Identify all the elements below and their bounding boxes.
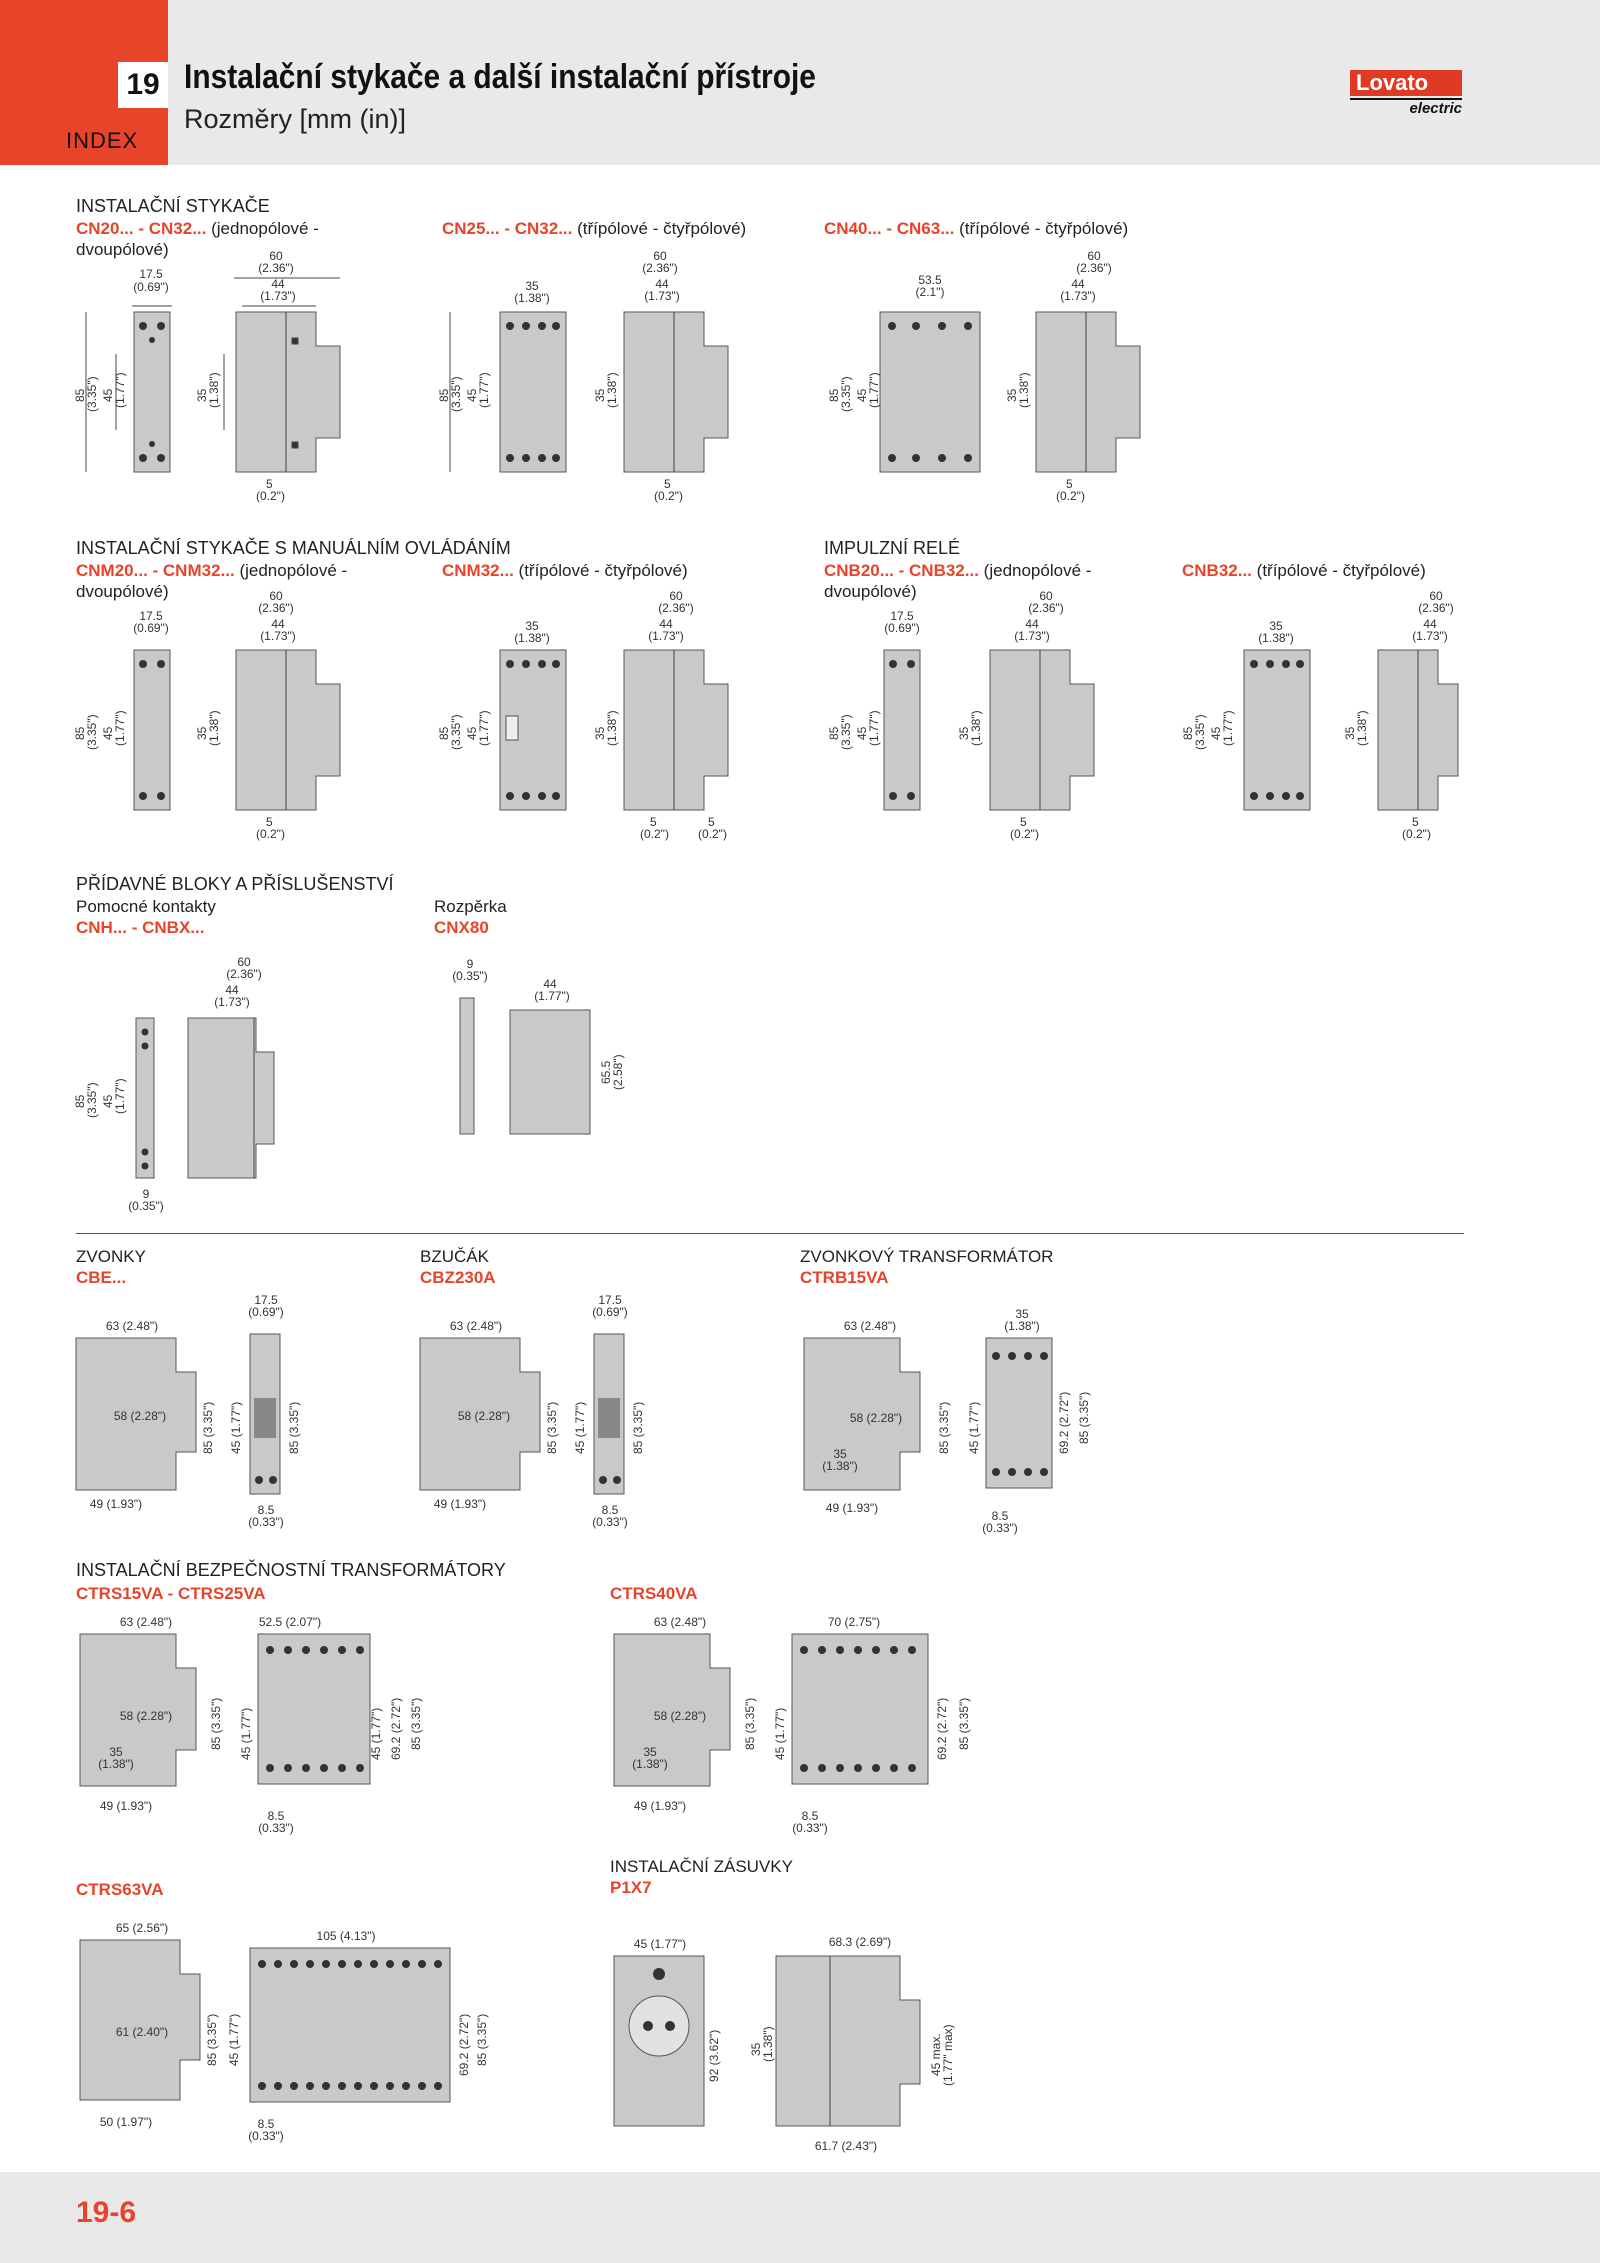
svg-text:85: 85: [73, 1094, 87, 1108]
product-code-ctrs15: CTRS15VA - CTRS25VA: [76, 1584, 266, 1603]
svg-text:35: 35: [749, 2042, 763, 2056]
svg-text:(0.2"): (0.2"): [698, 827, 727, 841]
figure-cnb32: [1181, 589, 1484, 846]
svg-text:(1.73"): (1.73"): [260, 289, 296, 303]
product-desc: (jednopólové -: [239, 561, 348, 580]
svg-text:35: 35: [195, 726, 209, 740]
svg-text:85 (3.35"): 85 (3.35"): [957, 1697, 971, 1750]
section-title-contactors: INSTALAČNÍ STYKAČE: [76, 196, 270, 216]
svg-text:(1.38"): (1.38"): [98, 1757, 134, 1771]
svg-text:44: 44: [1423, 617, 1437, 631]
svg-text:(1.77"): (1.77"): [867, 710, 881, 746]
svg-text:35: 35: [1015, 1307, 1029, 1321]
svg-text:(1.38"): (1.38"): [605, 372, 619, 408]
product-code: P1X7: [610, 1878, 652, 1897]
svg-text:69.2 (2.72"): 69.2 (2.72"): [389, 1697, 403, 1760]
svg-text:(1.38"): (1.38"): [514, 631, 550, 645]
svg-text:(0.2"): (0.2"): [256, 489, 285, 503]
svg-text:35: 35: [195, 388, 209, 402]
caption-cnm32: [442, 560, 688, 581]
svg-text:92 (3.62"): 92 (3.62"): [707, 2029, 721, 2082]
svg-text:(1.38"): (1.38"): [605, 710, 619, 746]
product-code: CNH... - CNBX...: [76, 918, 205, 937]
svg-text:9: 9: [466, 957, 474, 971]
svg-text:60: 60: [269, 589, 283, 603]
figure-ctrs15: [76, 1610, 496, 1850]
svg-text:(1.77"): (1.77"): [1221, 710, 1235, 746]
svg-text:63 (2.48"): 63 (2.48"): [843, 1319, 897, 1333]
figure-cn25: [437, 249, 760, 512]
svg-text:5: 5: [650, 815, 657, 829]
product-code: CN20... - CN32...: [76, 219, 207, 238]
figure-cnm32: [437, 589, 760, 846]
svg-text:45 max.: 45 max.: [929, 2033, 943, 2076]
svg-text:(3.35"): (3.35"): [1193, 714, 1207, 750]
svg-text:58 (2.28"): 58 (2.28"): [653, 1709, 707, 1723]
product-code: CBZ230A: [420, 1268, 496, 1287]
svg-text:(2.36"): (2.36"): [1076, 261, 1112, 275]
svg-text:85 (3.35"): 85 (3.35"): [545, 1401, 559, 1454]
svg-text:5: 5: [266, 815, 273, 829]
svg-text:8.5: 8.5: [991, 1509, 1009, 1523]
product-code: CN40... - CN63...: [824, 219, 955, 238]
svg-text:45 (1.77"): 45 (1.77"): [229, 1401, 243, 1454]
svg-text:44: 44: [543, 977, 557, 991]
svg-text:(0.35"): (0.35"): [128, 1199, 164, 1213]
svg-text:45: 45: [465, 388, 479, 402]
svg-text:85 (3.35"): 85 (3.35"): [937, 1401, 951, 1454]
svg-text:35: 35: [1005, 388, 1019, 402]
svg-text:(2.58"): (2.58"): [611, 1054, 625, 1090]
svg-text:85 (3.35"): 85 (3.35"): [743, 1697, 757, 1750]
product-code: CNB32...: [1182, 561, 1252, 580]
svg-text:45 (1.77"): 45 (1.77"): [967, 1401, 981, 1454]
svg-text:17.5: 17.5: [598, 1293, 622, 1307]
svg-text:35: 35: [1269, 619, 1283, 633]
caption-cbe: [76, 1246, 146, 1288]
svg-text:(1.77"): (1.77"): [113, 1078, 127, 1114]
svg-text:(1.73"): (1.73"): [1412, 629, 1448, 643]
svg-text:(0.2"): (0.2"): [256, 827, 285, 841]
svg-text:85: 85: [73, 388, 87, 402]
svg-text:44: 44: [271, 617, 285, 631]
svg-text:(1.77"): (1.77"): [534, 989, 570, 1003]
section-title-accessories: PŘÍDAVNÉ BLOKY A PŘÍSLUŠENSTVÍ: [76, 874, 394, 894]
svg-text:5: 5: [1066, 477, 1073, 491]
svg-text:60: 60: [1087, 249, 1101, 263]
product-desc-2: dvoupólové): [76, 240, 169, 259]
svg-text:(0.69"): (0.69"): [248, 1305, 284, 1319]
svg-text:(2.1"): (2.1"): [915, 285, 945, 299]
svg-text:(1.73"): (1.73"): [214, 995, 250, 1009]
svg-text:65.5: 65.5: [599, 1060, 613, 1084]
figure-cn40: [827, 249, 1160, 512]
product-desc: (třípólové - čtyřpólové): [518, 561, 688, 580]
svg-text:45: 45: [101, 388, 115, 402]
caption-cnb20: [824, 560, 1144, 602]
svg-text:(1.73"): (1.73"): [644, 289, 680, 303]
svg-text:60: 60: [1429, 589, 1443, 603]
svg-text:(2.36"): (2.36"): [1418, 601, 1454, 615]
svg-text:(3.35"): (3.35"): [449, 714, 463, 750]
figure-cbe: [76, 1294, 326, 1544]
svg-text:(3.35"): (3.35"): [85, 376, 99, 412]
svg-text:63 (2.48"): 63 (2.48"): [119, 1615, 173, 1629]
caption-cbz: [420, 1246, 496, 1288]
svg-text:49 (1.93"): 49 (1.93"): [89, 1497, 143, 1511]
svg-text:(2.36"): (2.36"): [1028, 601, 1064, 615]
svg-text:(0.2"): (0.2"): [1010, 827, 1039, 841]
svg-text:(0.69"): (0.69"): [133, 621, 169, 635]
svg-text:85 (3.35"): 85 (3.35"): [409, 1697, 423, 1750]
svg-text:(1.77"): (1.77"): [113, 372, 127, 408]
product-code: CNM32...: [442, 561, 514, 580]
svg-text:(3.35"): (3.35"): [839, 376, 853, 412]
logo-sub-text: electric: [1350, 98, 1462, 117]
page-number: 19-6: [76, 2196, 137, 2229]
svg-text:(2.36"): (2.36"): [642, 261, 678, 275]
svg-text:49 (1.93"): 49 (1.93"): [825, 1501, 879, 1515]
svg-text:(0.35"): (0.35"): [452, 969, 488, 983]
caption-cnb32: [1182, 560, 1426, 581]
svg-text:35: 35: [525, 279, 539, 293]
svg-text:65 (2.56"): 65 (2.56"): [115, 1921, 169, 1935]
section-title: ZVONKOVÝ TRANSFORMÁTOR: [800, 1247, 1054, 1266]
svg-text:63 (2.48"): 63 (2.48"): [105, 1319, 159, 1333]
svg-text:(0.33"): (0.33"): [248, 1515, 284, 1529]
svg-text:85 (3.35"): 85 (3.35"): [631, 1401, 645, 1454]
svg-text:(0.2"): (0.2"): [640, 827, 669, 841]
svg-text:44: 44: [1071, 277, 1085, 291]
svg-text:52.5 (2.07"): 52.5 (2.07"): [258, 1615, 322, 1629]
svg-text:(1.38"): (1.38"): [1017, 372, 1031, 408]
section-title-transformers: INSTALAČNÍ BEZPEČNOSTNÍ TRANSFORMÁTORY: [76, 1560, 506, 1580]
figure-p1x7: [610, 1916, 1030, 2166]
svg-text:60: 60: [269, 249, 283, 263]
figure-ctrb: [800, 1294, 1120, 1554]
svg-text:(1.38"): (1.38"): [822, 1459, 858, 1473]
svg-text:(0.33"): (0.33"): [592, 1515, 628, 1529]
section-divider: [76, 1233, 1464, 1234]
svg-text:(0.33"): (0.33"): [792, 1821, 828, 1835]
svg-text:60: 60: [1039, 589, 1053, 603]
svg-text:8.5: 8.5: [257, 2117, 275, 2131]
svg-text:35: 35: [525, 619, 539, 633]
svg-text:(1.38"): (1.38"): [761, 2026, 775, 2062]
svg-text:69.2 (2.72"): 69.2 (2.72"): [1057, 1391, 1071, 1454]
svg-text:8.5: 8.5: [801, 1809, 819, 1823]
svg-text:85 (3.35"): 85 (3.35"): [201, 1401, 215, 1454]
svg-text:85: 85: [827, 388, 841, 402]
svg-text:35: 35: [833, 1447, 847, 1461]
caption-cn20: [76, 218, 376, 260]
svg-text:(1.73"): (1.73"): [648, 629, 684, 643]
svg-text:5: 5: [664, 477, 671, 491]
page-subtitle: Rozměry [mm (in)]: [184, 104, 406, 134]
figure-cnx80: [440, 954, 660, 1144]
svg-text:45: 45: [465, 726, 479, 740]
svg-text:50 (1.97"): 50 (1.97"): [99, 2115, 153, 2129]
svg-text:8.5: 8.5: [267, 1809, 285, 1823]
section-title: INSTALAČNÍ ZÁSUVKY: [610, 1857, 793, 1876]
svg-text:(1.38"): (1.38"): [1004, 1319, 1040, 1333]
svg-text:5: 5: [1412, 815, 1419, 829]
svg-text:35: 35: [109, 1745, 123, 1759]
svg-text:60: 60: [653, 249, 667, 263]
svg-text:44: 44: [271, 277, 285, 291]
svg-text:(1.77"): (1.77"): [477, 710, 491, 746]
caption-cnm20: [76, 560, 396, 602]
product-desc: (třípólové - čtyřpólové): [1256, 561, 1426, 580]
product-code: CNM20... - CNM32...: [76, 561, 235, 580]
svg-text:(0.33"): (0.33"): [248, 2129, 284, 2143]
svg-text:(1.73"): (1.73"): [260, 629, 296, 643]
svg-text:85: 85: [437, 388, 451, 402]
svg-text:(1.77" max): (1.77" max): [941, 2024, 955, 2086]
svg-text:45: 45: [101, 1094, 115, 1108]
svg-text:85 (3.35"): 85 (3.35"): [209, 1697, 223, 1750]
svg-text:(1.77"): (1.77"): [477, 372, 491, 408]
svg-text:(2.36"): (2.36"): [226, 967, 262, 981]
svg-text:85 (3.35"): 85 (3.35"): [287, 1401, 301, 1454]
svg-text:(2.36"): (2.36"): [258, 601, 294, 615]
logo-brand-text: Lovato: [1350, 70, 1462, 96]
chapter-number: 19: [118, 62, 168, 108]
caption-cn40: [824, 218, 1128, 239]
svg-text:9: 9: [142, 1187, 150, 1201]
svg-text:(0.2"): (0.2"): [654, 489, 683, 503]
svg-text:(0.2"): (0.2"): [1056, 489, 1085, 503]
svg-text:17.5: 17.5: [139, 609, 163, 623]
svg-text:(3.35"): (3.35"): [85, 714, 99, 750]
figure-ctrs63: [76, 1916, 556, 2156]
caption-cnh: [76, 896, 216, 938]
section-title: BZUČÁK: [420, 1247, 489, 1266]
figure-ctrs40: [610, 1610, 1030, 1850]
svg-text:45 (1.77"): 45 (1.77"): [239, 1707, 253, 1760]
section-title-impulse: IMPULZNÍ RELÉ: [824, 538, 961, 558]
svg-text:60: 60: [669, 589, 683, 603]
svg-text:49 (1.93"): 49 (1.93"): [99, 1799, 153, 1813]
product-desc: (jednopólové -: [211, 219, 319, 238]
product-desc: (třípólové - čtyřpólové): [959, 219, 1129, 238]
svg-text:85 (3.35"): 85 (3.35"): [475, 2013, 489, 2066]
svg-text:(1.38"): (1.38"): [969, 710, 983, 746]
svg-text:85: 85: [73, 726, 87, 740]
svg-text:(0.2"): (0.2"): [1402, 827, 1431, 841]
svg-text:(1.38"): (1.38"): [632, 1757, 668, 1771]
svg-text:63 (2.48"): 63 (2.48"): [449, 1319, 503, 1333]
svg-text:8.5: 8.5: [257, 1503, 275, 1517]
svg-text:5: 5: [266, 477, 273, 491]
brand-logo: [1350, 70, 1462, 117]
page-title: Instalační stykače a další instalační přístroje: [184, 58, 816, 96]
svg-text:(3.35"): (3.35"): [839, 714, 853, 750]
svg-text:(1.38"): (1.38"): [1258, 631, 1294, 645]
svg-text:49 (1.93"): 49 (1.93"): [433, 1497, 487, 1511]
svg-text:8.5: 8.5: [601, 1503, 619, 1517]
product-code: CNX80: [434, 918, 489, 937]
svg-text:(1.73"): (1.73"): [1014, 629, 1050, 643]
caption-cnx80: [434, 896, 507, 938]
svg-text:(1.77"): (1.77"): [113, 710, 127, 746]
svg-text:58 (2.28"): 58 (2.28"): [113, 1409, 167, 1423]
svg-text:60: 60: [237, 955, 251, 969]
svg-text:58 (2.28"): 58 (2.28"): [849, 1411, 903, 1425]
svg-text:(1.73"): (1.73"): [1060, 289, 1096, 303]
svg-text:49 (1.93"): 49 (1.93"): [633, 1799, 687, 1813]
figure-cbz: [420, 1294, 670, 1544]
svg-text:85 (3.35"): 85 (3.35"): [1077, 1391, 1091, 1444]
svg-text:35: 35: [593, 388, 607, 402]
svg-text:85: 85: [1181, 726, 1195, 740]
svg-text:35: 35: [643, 1745, 657, 1759]
subsection-title: Rozpěrka: [434, 897, 507, 916]
svg-text:44: 44: [655, 277, 669, 291]
svg-text:45 (1.77"): 45 (1.77"): [227, 2013, 241, 2066]
figure-cnh: [73, 954, 316, 1224]
svg-text:35: 35: [957, 726, 971, 740]
footer-band: [0, 2172, 1600, 2263]
product-code: CN25... - CN32...: [442, 219, 573, 238]
svg-text:85 (3.35"): 85 (3.35"): [205, 2013, 219, 2066]
svg-text:5: 5: [1020, 815, 1027, 829]
caption-ctrb: [800, 1246, 1053, 1288]
svg-text:(2.36"): (2.36"): [658, 601, 694, 615]
svg-text:(0.69"): (0.69"): [133, 280, 169, 294]
svg-text:69.2 (2.72"): 69.2 (2.72"): [457, 2013, 471, 2076]
product-code: CNB20... - CNB32...: [824, 561, 979, 580]
svg-text:17.5: 17.5: [254, 1293, 278, 1307]
svg-text:35: 35: [593, 726, 607, 740]
svg-text:61.7 (2.43"): 61.7 (2.43"): [814, 2139, 878, 2153]
svg-text:63 (2.48"): 63 (2.48"): [653, 1615, 707, 1629]
product-code-ctrs40: CTRS40VA: [610, 1584, 698, 1603]
index-link[interactable]: INDEX: [66, 128, 139, 153]
svg-text:44: 44: [659, 617, 673, 631]
svg-text:(0.33"): (0.33"): [258, 1821, 294, 1835]
svg-text:45: 45: [101, 726, 115, 740]
svg-text:(1.77"): (1.77"): [867, 372, 881, 408]
product-desc: (jednopólové -: [983, 561, 1092, 580]
svg-text:(1.38"): (1.38"): [207, 372, 221, 408]
svg-text:(0.69"): (0.69"): [592, 1305, 628, 1319]
svg-text:44: 44: [225, 983, 239, 997]
svg-text:44: 44: [1025, 617, 1039, 631]
svg-text:45 (1.77"): 45 (1.77"): [633, 1937, 687, 1951]
svg-text:58 (2.28"): 58 (2.28"): [119, 1709, 173, 1723]
svg-text:17.5: 17.5: [890, 609, 914, 623]
svg-text:45 (1.77"): 45 (1.77"): [773, 1707, 787, 1760]
svg-text:(1.38"): (1.38"): [207, 710, 221, 746]
svg-text:85: 85: [827, 726, 841, 740]
svg-text:70 (2.75"): 70 (2.75"): [827, 1615, 881, 1629]
svg-text:58 (2.28"): 58 (2.28"): [457, 1409, 511, 1423]
svg-text:45: 45: [855, 726, 869, 740]
svg-text:(3.35"): (3.35"): [85, 1082, 99, 1118]
svg-text:45: 45: [855, 388, 869, 402]
svg-text:45 (1.77"): 45 (1.77"): [369, 1707, 383, 1760]
svg-text:(1.38"): (1.38"): [514, 291, 550, 305]
product-desc: (třípólové - čtyřpólové): [577, 219, 747, 238]
product-code: CTRB15VA: [800, 1268, 889, 1287]
svg-text:(1.38"): (1.38"): [1355, 710, 1369, 746]
product-code-ctrs63: CTRS63VA: [76, 1880, 164, 1899]
product-desc-2: dvoupólové): [76, 582, 169, 601]
caption-cn25: [442, 218, 746, 239]
svg-text:61 (2.40"): 61 (2.40"): [115, 2025, 169, 2039]
svg-text:35: 35: [1343, 726, 1357, 740]
svg-text:(3.35"): (3.35"): [449, 376, 463, 412]
subsection-title: Pomocné kontakty: [76, 897, 216, 916]
svg-text:(2.36"): (2.36"): [258, 261, 294, 275]
svg-text:85: 85: [437, 726, 451, 740]
svg-text:17.5: 17.5: [139, 267, 163, 281]
svg-text:53.5: 53.5: [918, 273, 942, 287]
product-desc-2: dvoupólové): [824, 582, 917, 601]
svg-text:45 (1.77"): 45 (1.77"): [573, 1401, 587, 1454]
svg-text:69.2 (2.72"): 69.2 (2.72"): [935, 1697, 949, 1760]
svg-text:68.3 (2.69"): 68.3 (2.69"): [828, 1935, 892, 1949]
svg-text:(0.33"): (0.33"): [982, 1521, 1018, 1535]
caption-p1x7: [610, 1856, 793, 1898]
svg-text:5: 5: [708, 815, 715, 829]
svg-text:45: 45: [1209, 726, 1223, 740]
section-title: ZVONKY: [76, 1247, 146, 1266]
product-code: CBE...: [76, 1268, 127, 1287]
section-title-manual: INSTALAČNÍ STYKAČE S MANUÁLNÍM OVLÁDÁNÍM: [76, 538, 511, 558]
svg-text:105 (4.13"): 105 (4.13"): [316, 1929, 376, 1943]
svg-text:(0.69"): (0.69"): [884, 621, 920, 635]
